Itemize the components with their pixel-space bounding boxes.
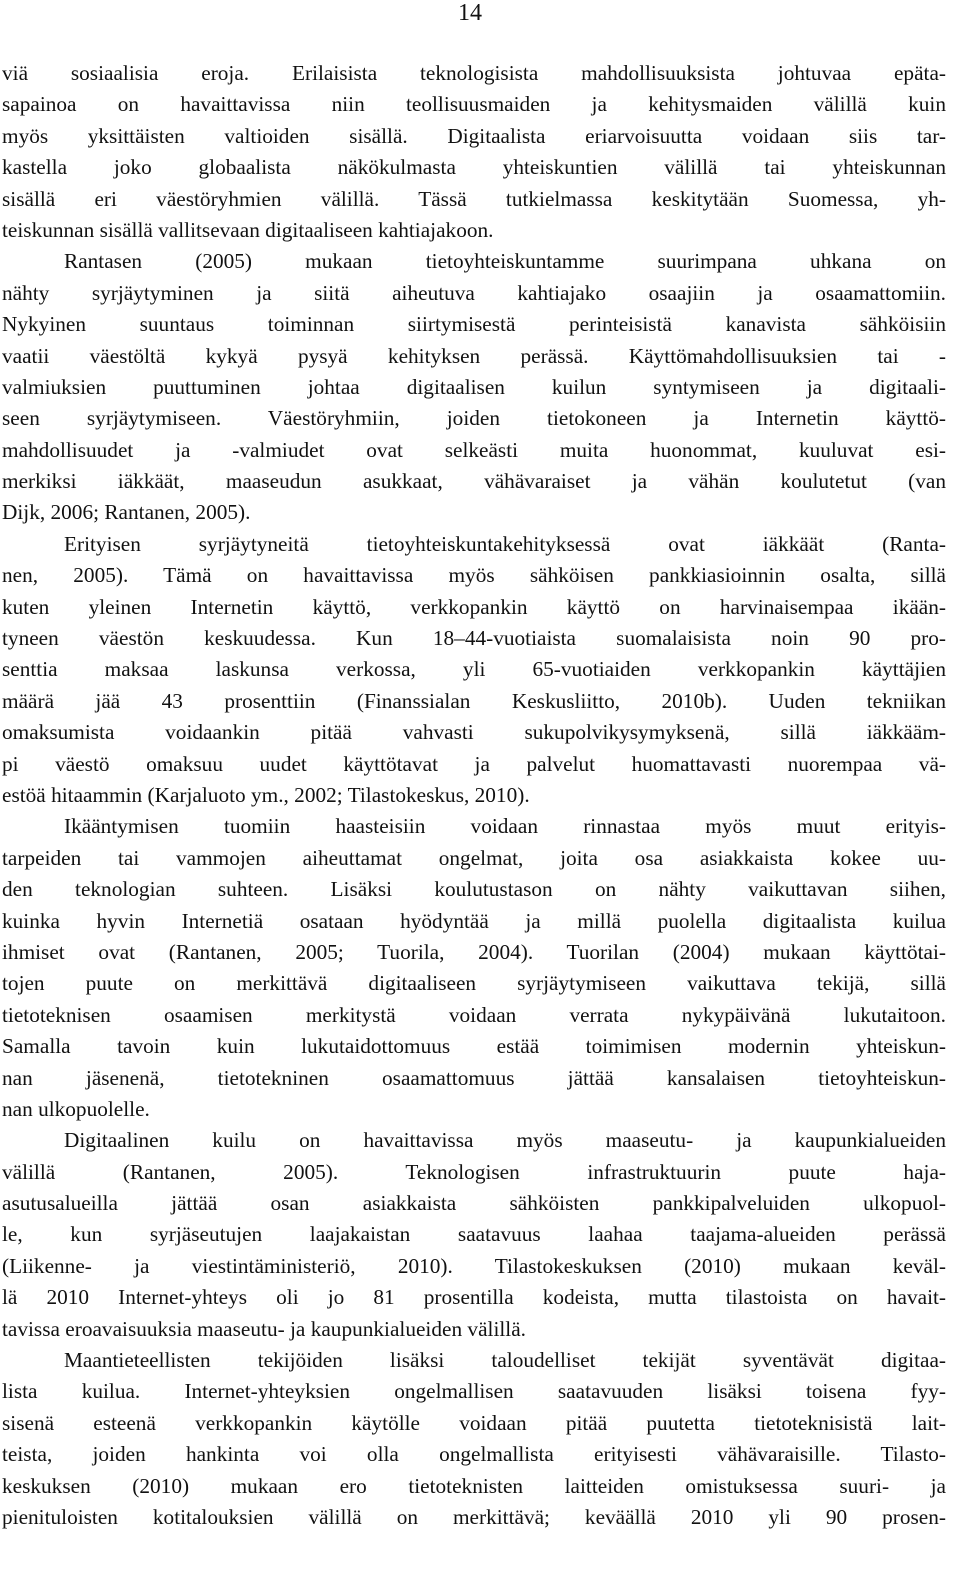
text-line: myös yksittäisten valtioiden sisällä. Digitaalista eriarvoisuutta voidaan siis tar- xyxy=(2,123,946,148)
text-line: tarpeiden tai vammojen aiheuttamat ongelmat, joita osa asiakkaista kokee uu- xyxy=(2,845,946,870)
paragraph xyxy=(2,58,946,246)
page-number: 14 xyxy=(458,0,482,26)
text-line: kuten yleinen Internetin käyttö, verkkopankin käyttö on harvinaisempaa ikään- xyxy=(2,594,946,619)
text-line: Nykyinen suuntaus toiminnan siirtymisestä perinteisistä kanavista sähköisiin xyxy=(2,312,946,337)
text-line: seen syrjäytymiseen. Väestöryhmiin, joiden tietokoneen ja Internetin käyttö- xyxy=(2,406,946,431)
text-line: kuinka hyvin Internetiä osataan hyödyntää ja millä puolella digitaalista kuilua xyxy=(2,908,946,933)
paragraph xyxy=(2,246,946,529)
text-line: ihmiset ovat (Rantanen, 2005; Tuorila, 2004). Tuorilan (2004) mukaan käyttötai- xyxy=(2,939,946,964)
text-line: estöä hitaammin (Karjaluoto ym., 2002; Tilastokeskus, 2010). xyxy=(2,782,530,807)
text-line: Dijk, 2006; Rantanen, 2005). xyxy=(2,500,251,525)
text-line: kastella joko globaalista näkökulmasta yhteiskuntien välillä tai yhteiskunnan xyxy=(2,155,946,180)
text-line: nan jäsenenä, tietotekninen osaamattomuus jättää kansalaisen tietoyhteiskun- xyxy=(2,1065,946,1090)
text-line: määrä jää 43 prosenttiin (Finanssialan Keskusliitto, 2010b). Uuden tekniikan xyxy=(2,688,946,713)
text-line: viä sosiaalisia eroja. Erilaisista teknologisista mahdollisuuksista johtuvaa epäta- xyxy=(2,61,946,85)
paragraph xyxy=(2,1125,946,1345)
text-line: sisällä eri väestöryhmien välillä. Tässä tutkielmassa keskitytään Suomessa, yh- xyxy=(2,186,946,211)
text-line: pi väestö omaksuu uudet käyttötavat ja palvelut huomattavasti nuorempaa vä- xyxy=(2,751,946,776)
body-text xyxy=(2,58,946,1533)
text-line: pienituloisten kotitalouksien välillä on merkittävä; keväällä 2010 yli 90 prosen- xyxy=(2,1504,946,1529)
text-line: senttia maksaa laskunsa verkossa, yli 65-vuotiaiden verkkopankin käyttäjien xyxy=(2,657,946,682)
text-line: sapainoa on havaittavissa niin teollisuusmaiden ja kehitysmaiden välillä kuin xyxy=(2,92,946,117)
paragraph xyxy=(2,529,946,812)
text-line: tyneen väestön keskuudessa. Kun 18–44-vuotiaista suomalaisista noin 90 pro- xyxy=(2,626,946,651)
text-line: tojen puute on merkittävä digitaaliseen syrjäytymiseen vaikuttava tekijä, sillä xyxy=(2,971,946,996)
text-line: Maantieteellisten tekijöiden lisäksi taloudelliset tekijät syventävät digitaa- xyxy=(64,1348,946,1373)
text-line: Erityisen syrjäytyneitä tietoyhteiskuntakehityksessä ovat iäkkäät (Ranta- xyxy=(64,531,946,556)
text-line: lista kuilua. Internet-yhteyksien ongelmallisen saatavuuden lisäksi toisena fyy- xyxy=(2,1379,946,1404)
text-line: Samalla tavoin kuin lukutaidottomuus estää toimimisen modernin yhteiskun- xyxy=(2,1034,946,1059)
text-line: lä 2010 Internet-yhteys oli jo 81 prosentilla kodeista, mutta tilastoista on havait- xyxy=(2,1285,946,1310)
text-line: (Liikenne- ja viestintäministeriö, 2010). Tilastokeskuksen (2010) mukaan keväl- xyxy=(2,1253,946,1278)
text-line: nähty syrjäytyminen ja siitä aiheutuva kahtiajako osaajiin ja osaamattomiin. xyxy=(2,280,946,305)
text-line: Digitaalinen kuilu on havaittavissa myös maaseutu- ja kaupunkialueiden xyxy=(64,1128,946,1153)
text-line: tietoteknisen osaamisen merkitystä voidaan verrata nykypäivänä lukutaitoon. xyxy=(2,1002,946,1027)
text-line: asutusalueilla jättää osan asiakkaista sähköisten pankkipalveluiden ulkopuol- xyxy=(2,1191,946,1216)
text-line: valmiuksien puuttuminen johtaa digitaalisen kuilun syntymiseen ja digitaali- xyxy=(2,374,946,399)
text-line: teista, joiden hankinta voi olla ongelmallista erityisesti vähävaraisille. Tilasto- xyxy=(2,1442,946,1467)
text-line: le, kun syrjäseutujen laajakaistan saatavuus laahaa taajama-alueiden perässä xyxy=(2,1222,946,1247)
text-line: sisenä esteenä verkkopankin käytölle voidaan pitää puutetta tietoteknisistä lait- xyxy=(2,1410,946,1435)
text-line: teiskunnan sisällä vallitsevaan digitaaliseen kahtiajakoon. xyxy=(2,217,494,242)
text-line: vaatii väestöltä kykyä pysyä kehityksen perässä. Käyttömahdollisuuksien tai - xyxy=(2,343,946,368)
text-line: Rantasen (2005) mukaan tietoyhteiskuntamme suurimpana uhkana on xyxy=(64,249,946,274)
paragraph xyxy=(2,1345,946,1533)
text-line: mahdollisuudet ja -valmiudet ovat selkeästi muita huonommat, kuuluvat esi- xyxy=(2,437,946,462)
text-line: keskuksen (2010) mukaan ero tietoteknisten laitteiden omistuksessa suuri- ja xyxy=(2,1473,946,1498)
text-line: merkiksi iäkkäät, maaseudun asukkaat, vähävaraiset ja vähän koulutetut (van xyxy=(2,469,946,494)
text-line: Ikääntymisen tuomiin haasteisiin voidaan rinnastaa myös muut erityis- xyxy=(64,814,946,839)
text-line: nen, 2005). Tämä on havaittavissa myös sähköisen pankkiasioinnin osalta, sillä xyxy=(2,563,946,588)
text-line: nan ulkopuolelle. xyxy=(2,1096,150,1121)
text-line: tavissa eroavaisuuksia maaseutu- ja kaupunkialueiden välillä. xyxy=(2,1316,526,1341)
text-line: omaksumista voidaankin pitää vahvasti sukupolvikysymyksenä, sillä iäkkääm- xyxy=(2,720,946,745)
text-line: välillä (Rantanen, 2005). Teknologisen infrastruktuurin puute haja- xyxy=(2,1159,946,1184)
text-line: den teknologian suhteen. Lisäksi koulutustason on nähty vaikuttavan siihen, xyxy=(2,877,946,902)
paragraph xyxy=(2,811,946,1125)
